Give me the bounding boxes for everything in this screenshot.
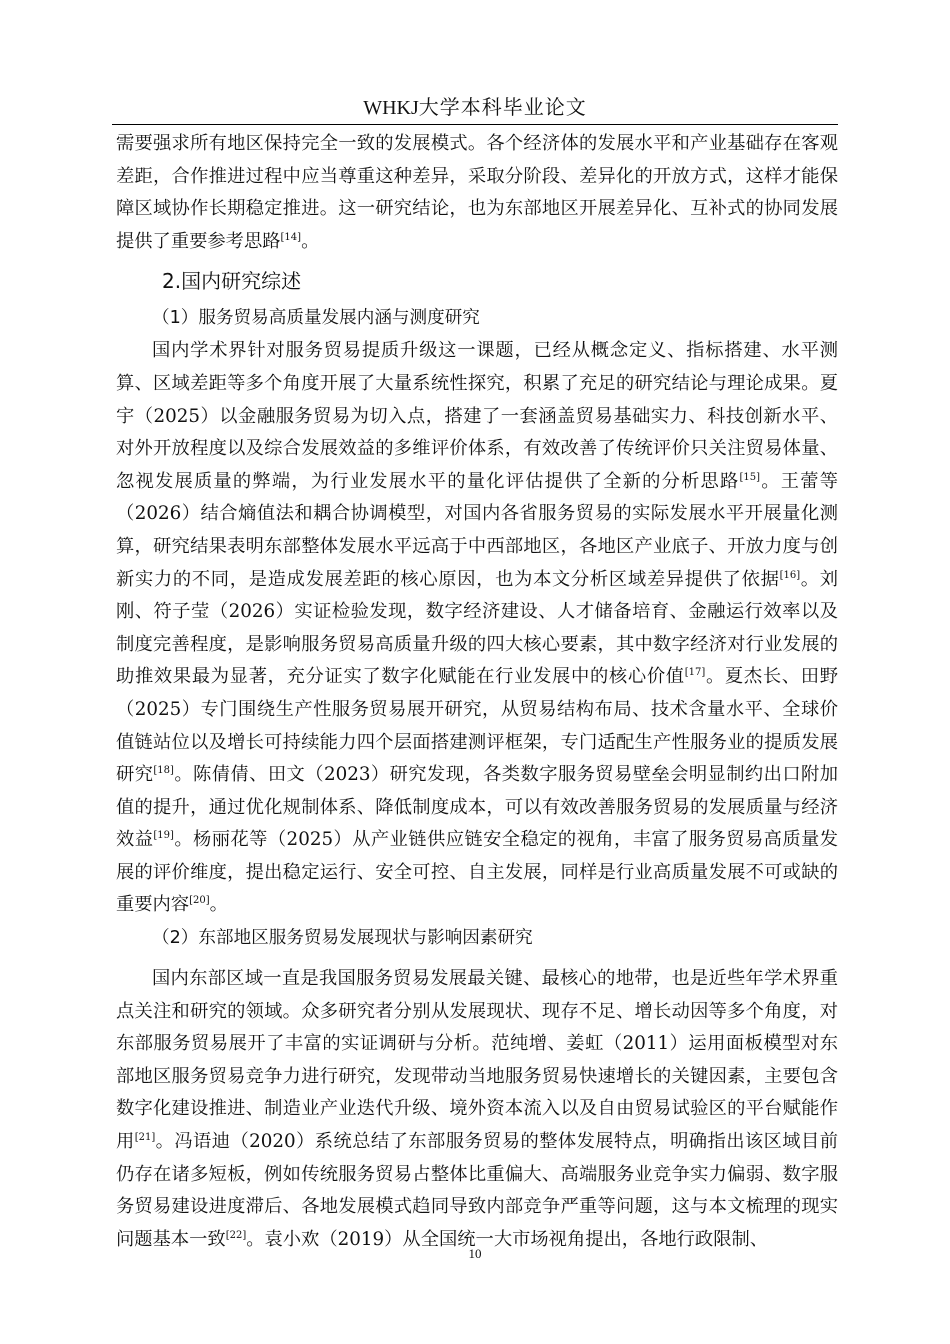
paragraph-text: 国内东部区域一直是我国服务贸易发展最关键、最核心的地带，也是近些年学术界重点关注和研究的领域。众多研究者分别从发展现状、现存不足、增长动因等多个角度，对东部服务贸易展开了丰富的实证调研与分析。范纯增、姜虹（2011）运用面板模型对东部地区服务贸易竞争力进行研究，发现带动当地服务贸易快速增长的关键因素，主要包含数字化建设推进、制造业产业迭代升级、境外资本流入以及自由贸易试验区的平台赋能作用 — [116, 968, 838, 1153]
paragraph-subsection-1 — [116, 335, 838, 922]
citation: [14] — [280, 231, 302, 243]
header-title: 大学本科毕业论文 — [418, 95, 587, 119]
citation: [15] — [739, 471, 761, 483]
paragraph-text: 。杨丽花等（2025）从产业链供应链安全稳定的视角，丰富了服务贸易高质量发展的评价维度，提出稳定运行、安全可控、自主发展，同样是行业高质量发展不可或缺的重要内容 — [116, 829, 838, 916]
paragraph-tail: 。 — [301, 230, 320, 252]
citation: [17] — [684, 667, 706, 679]
citation: [19] — [153, 830, 174, 842]
page-header — [0, 94, 950, 121]
section-heading: 2.国内研究综述 — [162, 269, 302, 294]
citation: [18] — [153, 765, 174, 776]
header-divider — [112, 124, 838, 125]
paragraph-text: 。王蕾等（2026）结合熵值法和耦合协调模型，对国内各省服务贸易的实际发展水平开展量化测算，研究结果表明东部整体发展水平远高于中西部地区，各地区产业底子、开放力度与创新实力的不同，是造成发展差距的核心原因，也为本文分析区域差异提供了依据 — [116, 470, 839, 590]
subsection-heading-2: （2）东部地区服务贸易发展现状与影响因素研究 — [152, 928, 533, 949]
paragraph-text: 。 — [209, 894, 228, 916]
paragraph-subsection-2 — [116, 963, 838, 1256]
paragraph-text: 。袁小欢（2019）从全国统一大市场视角提出，各地行政限制、 — [246, 1228, 769, 1250]
page-body — [116, 128, 838, 1256]
citation: [16] — [779, 569, 801, 581]
citation: [22] — [225, 1229, 247, 1241]
paragraph-text: 。陈倩倩、田文（2023）研究发现，各类数字服务贸易壁垒会明显制约出口附加值的提升，通过优化规制体系、降低制度成本，可以有效改善服务贸易的发展质量与经济效益 — [116, 764, 838, 851]
citation: [20] — [189, 895, 210, 907]
paragraph-intro — [116, 128, 838, 258]
citation: [21] — [134, 1131, 156, 1143]
subsection-heading-1: （1）服务贸易高质量发展内涵与测度研究 — [152, 308, 480, 329]
paragraph-text: 。冯语迪（2020）系统总结了东部服务贸易的整体发展特点，明确指出该区域目前仍存在诸多短板，例如传统服务贸易占整体比重偏大、高端服务业竞争实力偏弱、数字服务贸易建设进度滞后、各地发展模式趋同导致内部竞争严重等问题，这与本文梳理的现实问题基本一致 — [116, 1131, 838, 1250]
paragraph-text: 需要强求所有地区保持完全一致的发展模式。各个经济体的发展水平和产业基础存在客观差距，合作推进过程中应当尊重这种差异，采取分阶段、差异化的开放方式，这样才能保障区域协作长期稳定推进。这一研究结论，也为东部地区开展差异化、互补式的协同发展提供了重要参考思路 — [116, 133, 838, 252]
paragraph-text: 。刘刚、符子莹（2026）实证检验发现，数字经济建设、人才储备培育、金融运行效率以及制度完善程度，是影响服务贸易高质量升级的四大核心要素，其中数字经济对行业发展的助推效果最为显著，充分证实了数字化赋能在行业发展中的核心价值 — [116, 568, 839, 688]
paragraph-text: 国内学术界针对服务贸易提质升级这一课题，已经从概念定义、指标搭建、水平测算、区域差距等多个角度开展了大量系统性探究，积累了充足的研究结论与理论成果。夏宇（2025）以金融服务贸易为切入点，搭建了一套涵盖贸易基础实力、科技创新水平、对外开放程度以及综合发展效益的多维评价体系，有效改善了传统评价只关注贸易体量、忽视发展质量的弊端，为行业发展水平的量化评估提供了全新的分析思路 — [116, 340, 838, 492]
header-prefix: WHKJ — [363, 97, 419, 119]
page-number: 10 — [468, 1246, 482, 1261]
paragraph-text: 。夏杰长、田野（2025）专门围绕生产性服务贸易展开研究，从贸易结构布局、技术含量水平、全球价值链站位以及增长可持续能力四个层面搭建测评框架，专门适配生产性服务业的提质发展研究 — [116, 666, 839, 786]
